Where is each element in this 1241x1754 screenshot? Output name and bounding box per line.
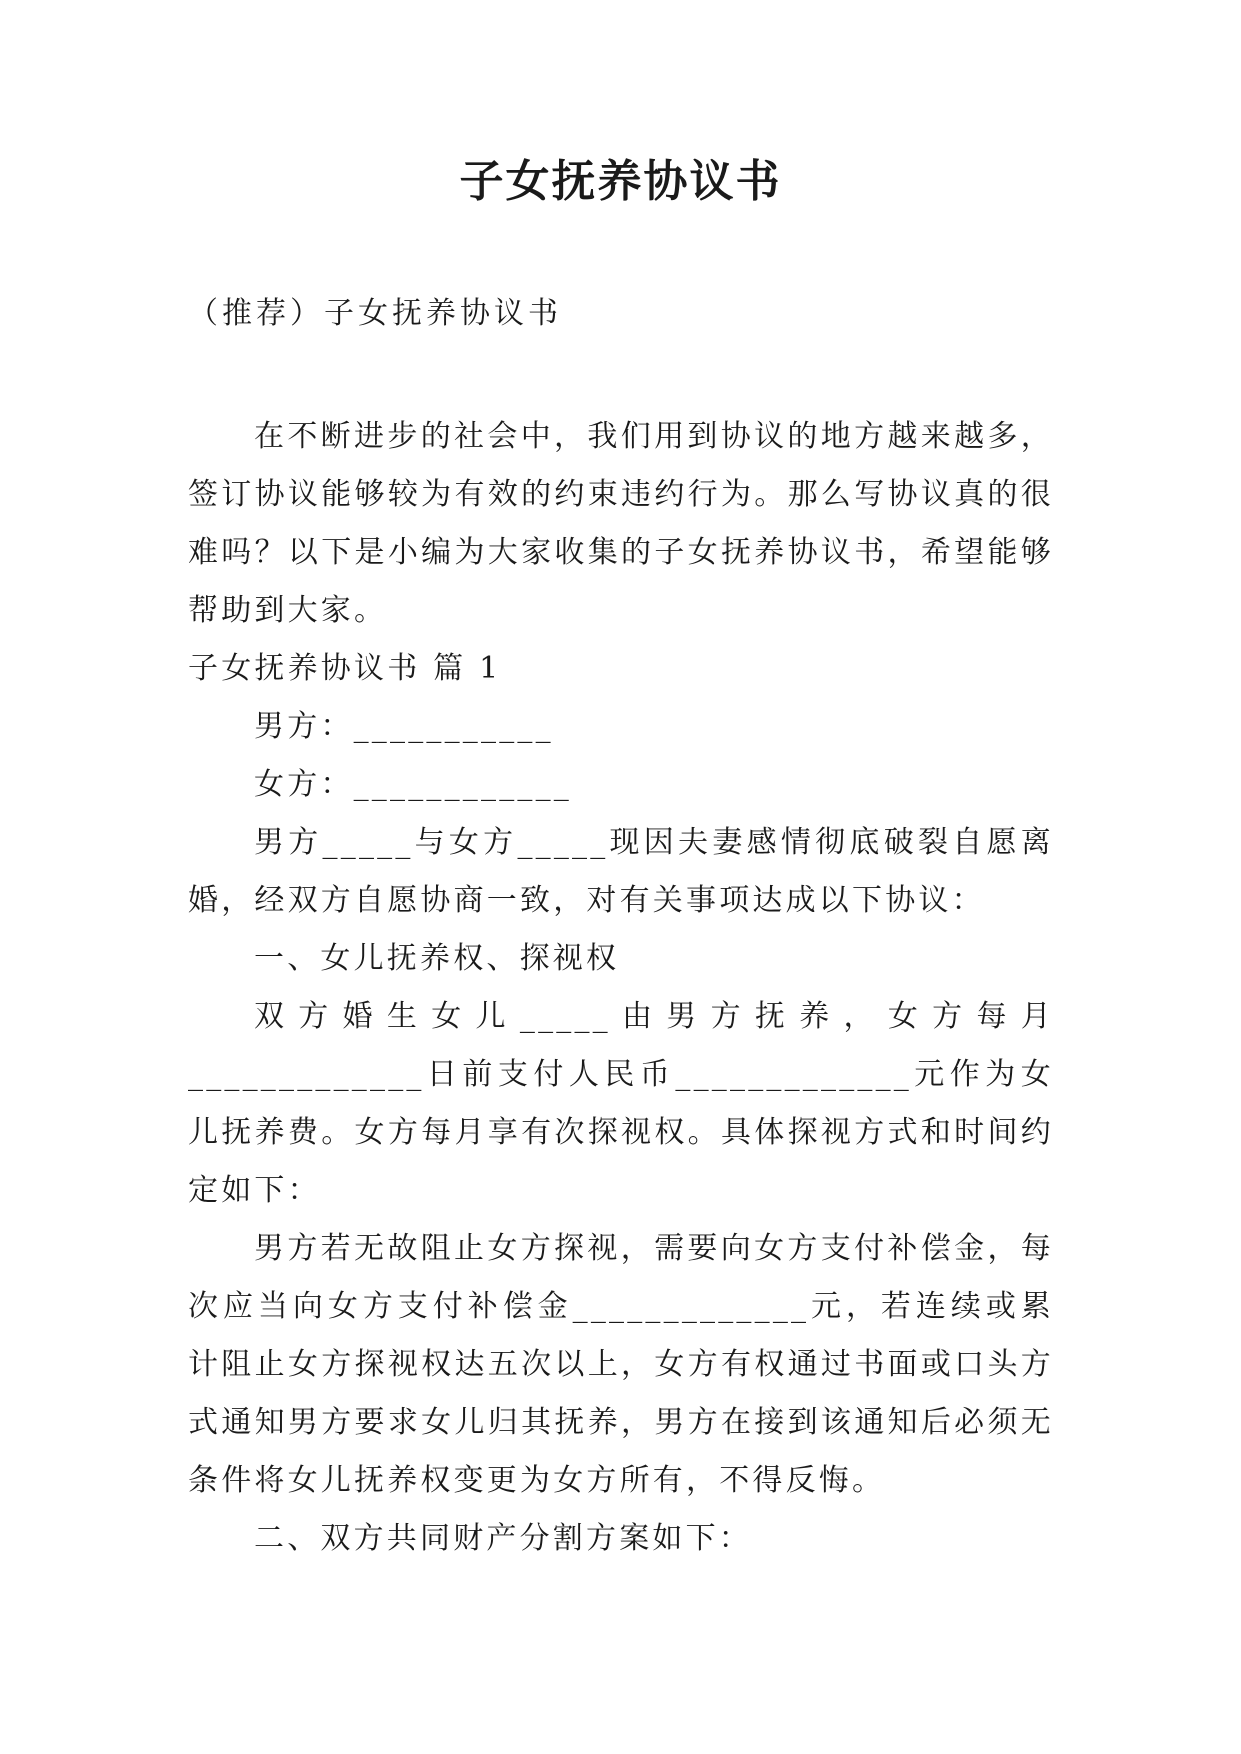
item2-heading: 二、双方共同财产分割方案如下： [254,1521,752,1556]
document-title: 子女抚养协议书 [459,156,782,207]
item1-heading: 一、女儿抚养权、探视权 [254,941,620,976]
item1-paragraph-2: 男方若无故阻止女方探视，需要向女方支付补偿金，每次应当向女方支付补偿金_____________元，若连续或累计阻止女方探视权达五次以上，女方有权通过书面或口头方式通知男方要求女儿归其抚养，男方在接到该通知后必须无条件将女儿抚养权变更为女方所有，不得反悔。 [188,1231,1054,1498]
document-subtitle: （推荐）子女抚养协议书 [188,296,562,331]
section-heading: 子女抚养协议书 篇 1 [188,651,502,686]
document-body [188,408,1054,1568]
parties-paragraph: 男方_____与女方_____现因夫妻感情彻底破裂自愿离婚，经双方自愿协商一致，对有关事项达成以下协议： [188,825,1054,918]
female-party-line: 女方：____________ [254,767,572,802]
male-party-line: 男方：___________ [254,709,554,744]
item1-paragraph-1: 双方婚生女儿_____由男方抚养，女方每月_____________日前支付人民币_____________元作为女儿抚养费。女方每月享有次探视权。具体探视方式和时间约定如下： [188,999,1054,1208]
intro-paragraph: 在不断进步的社会中，我们用到协议的地方越来越多，签订协议能够较为有效的约束违约行为。那么写协议真的很难吗？以下是小编为大家收集的子女抚养协议书，希望能够帮助到大家。 [188,419,1054,628]
